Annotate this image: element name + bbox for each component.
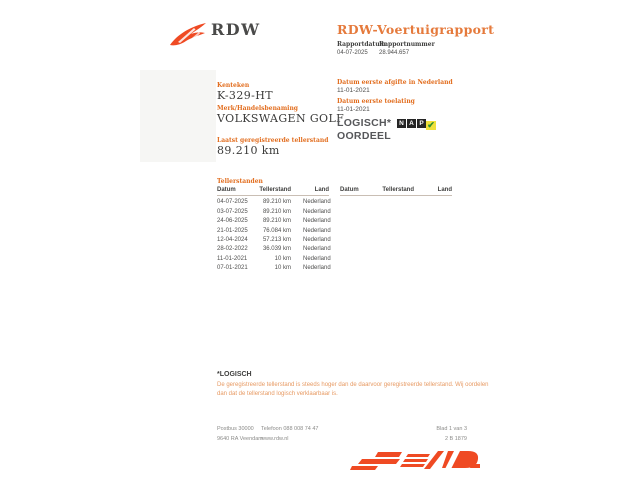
table-row	[217, 224, 329, 233]
merk-label: Merk/Handelsbenaming	[217, 105, 299, 112]
cell-land: Nederland	[303, 208, 331, 215]
table-header-row	[340, 187, 452, 196]
footer-form-code: 2 B 1879	[444, 436, 467, 442]
laatste-tellerstand-label: Laatst geregistreerde tellerstand	[217, 137, 329, 144]
cell-land: Nederland	[303, 255, 331, 262]
table-row	[217, 215, 329, 224]
tellerstanden-table-empty	[340, 187, 452, 196]
col-header-tellerstand: Tellerstand	[382, 187, 414, 193]
cell-land: Nederland	[303, 218, 331, 225]
table-row	[217, 262, 329, 271]
col-header-tellerstand: Tellerstand	[259, 187, 291, 193]
tellerstanden-section-label: Tellerstanden	[217, 178, 263, 185]
cell-tellerstand: 57.213 km	[262, 236, 291, 243]
cell-datum: 03-07-2025	[217, 208, 248, 215]
cell-tellerstand: 10 km	[274, 255, 291, 262]
table-row	[217, 205, 329, 214]
toelating-label: Datum eerste toelating	[337, 98, 415, 105]
col-header-land: Land	[314, 187, 329, 193]
cell-datum: 07-01-2021	[217, 265, 248, 272]
cell-land: Nederland	[303, 227, 331, 234]
kenteken-label: Kenteken	[217, 82, 250, 89]
footer-website: www.rdw.nl	[261, 436, 289, 442]
footer-address-line1: Postbus 30000	[217, 426, 254, 432]
table-row	[217, 234, 329, 243]
oordeel-text	[337, 117, 391, 143]
cell-tellerstand: 89.210 km	[262, 199, 291, 206]
table-row	[217, 252, 329, 261]
afgifte-label: Datum eerste afgifte in Nederland	[337, 79, 453, 86]
cell-datum: 04-07-2025	[217, 199, 248, 206]
cell-tellerstand: 10 km	[274, 265, 291, 272]
nap-letter-a: A	[407, 119, 416, 128]
cell-datum: 21-01-2025	[217, 227, 248, 234]
nap-logo-icon	[397, 119, 436, 128]
table-header-row	[217, 187, 329, 196]
cell-datum: 12-04-2024	[217, 236, 248, 243]
report-title: RDW-Voertuigrapport	[337, 22, 495, 37]
report-number-block	[379, 41, 435, 56]
footer-address-line2: 9640 RA Veendam	[217, 436, 263, 442]
footer-contact	[261, 424, 319, 444]
cell-tellerstand: 89.210 km	[262, 218, 291, 225]
footer-page-indicator: Blad 1 van 3	[436, 426, 467, 432]
tellerstanden-table	[217, 187, 329, 271]
cell-tellerstand: 89.210 km	[262, 208, 291, 215]
cell-tellerstand: 36.039 km	[262, 246, 291, 253]
nap-letter-n: N	[397, 119, 406, 128]
cell-land: Nederland	[303, 265, 331, 272]
cell-datum: 28-02-2022	[217, 246, 248, 253]
rdw-wing-logo-icon	[168, 20, 208, 50]
footer-address	[217, 424, 263, 444]
merk-value: VOLKSWAGEN GOLF	[217, 112, 345, 125]
footnote-text: De geregistreerde tellerstand is steeds hoger dan de daarvoor geregistreerde tellerstand. Wij oordelen dan dat de tellerstand logisch verklaarbaar is.	[217, 382, 489, 397]
cell-datum: 24-06-2025	[217, 218, 248, 225]
rdw-wordmark: RDW	[211, 20, 261, 39]
kenteken-value: K-329-HT	[217, 89, 273, 102]
table-row	[217, 243, 329, 252]
col-header-datum: Datum	[217, 187, 236, 193]
report-date-label: Rapportdatum	[337, 41, 386, 48]
cell-tellerstand: 76.084 km	[262, 227, 291, 234]
rdw-footer-graphic-icon	[350, 447, 480, 473]
col-header-land: Land	[437, 187, 452, 193]
left-gray-panel	[140, 70, 216, 162]
nap-checkmark-icon: ✔	[427, 120, 435, 130]
report-number-value: 28.944.657	[379, 50, 410, 56]
afgifte-value: 11-01-2021	[337, 87, 370, 94]
cell-land: Nederland	[303, 246, 331, 253]
col-header-datum: Datum	[340, 187, 359, 193]
laatste-tellerstand-value: 89.210 km	[217, 144, 280, 157]
report-number-label: Rapportnummer	[379, 41, 435, 48]
footer-paging	[397, 424, 467, 444]
oordeel-line1: LOGISCH*	[337, 117, 392, 129]
toelating-value: 11-01-2021	[337, 106, 370, 113]
footnote-title: *LOGISCH	[217, 371, 252, 378]
cell-land: Nederland	[303, 199, 331, 206]
oordeel-line2: OORDEEL	[337, 130, 392, 142]
report-date-value: 04-07-2025	[337, 50, 368, 56]
table-row	[217, 196, 329, 205]
cell-land: Nederland	[303, 236, 331, 243]
nap-letter-p: P	[417, 119, 426, 128]
cell-datum: 11-01-2021	[217, 255, 248, 262]
footer-phone: Telefoon 088 008 74 47	[261, 426, 319, 432]
